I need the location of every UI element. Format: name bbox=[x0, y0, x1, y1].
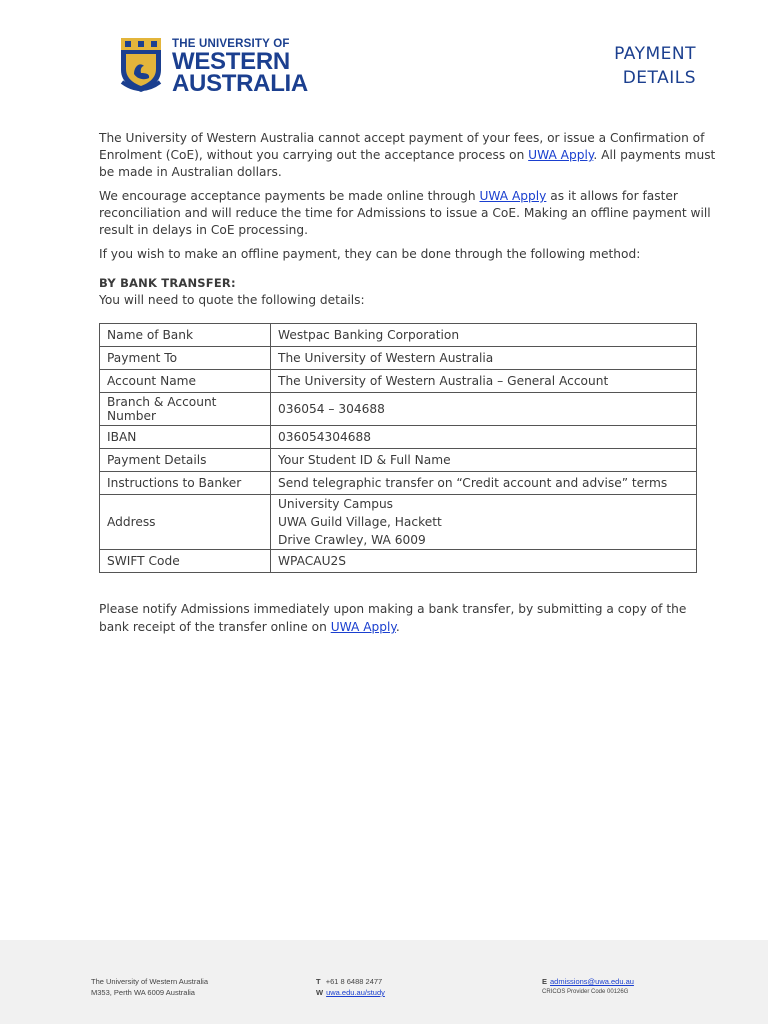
footer-email-block bbox=[542, 976, 634, 998]
phone-number: +61 8 6488 2477 bbox=[325, 977, 383, 986]
table-row bbox=[100, 393, 697, 426]
bank-transfer-heading: BY BANK TRANSFER: bbox=[99, 276, 236, 290]
logo-line2: WESTERN bbox=[172, 48, 290, 75]
table-row bbox=[100, 550, 697, 573]
table-label: Instructions to Banker bbox=[100, 472, 271, 495]
footer-web bbox=[316, 987, 385, 998]
table-row bbox=[100, 370, 697, 393]
table-label: IBAN bbox=[100, 426, 271, 449]
bank-transfer-intro: You will need to quote the following details: bbox=[99, 293, 365, 307]
table-label: Address bbox=[100, 495, 271, 550]
footer bbox=[0, 940, 768, 1024]
p2-text-b: as it allows for faster reconciliation and will reduce the time for Admissions to issue a CoE. Making an offline payment will result in delays in CoE processing. bbox=[99, 189, 711, 237]
table-row bbox=[100, 324, 697, 347]
closing-text-a: Please notify Admissions immediately upon making a bank transfer, by submitting a copy of the bank receipt of the transfer online on bbox=[99, 602, 687, 634]
cricos-code: CRICOS Provider Code 00126G bbox=[542, 989, 629, 995]
table-label: Branch & Account Number bbox=[100, 393, 271, 426]
uwa-apply-link[interactable]: UWA Apply bbox=[330, 620, 396, 634]
logo-line3: AUSTRALIA bbox=[172, 70, 308, 97]
intro-content bbox=[99, 130, 721, 309]
intro-paragraph-3: If you wish to make an offline payment, they can be done through the following method: bbox=[99, 247, 641, 261]
footer-address-line1: The University of Western Australia bbox=[91, 977, 208, 986]
table-value-address bbox=[271, 495, 697, 550]
table-value: 036054 – 304688 bbox=[271, 393, 697, 426]
uwa-logo bbox=[118, 36, 308, 97]
address-line: University Campus bbox=[278, 497, 394, 511]
p2-text-a: We encourage acceptance payments be made online through bbox=[99, 189, 480, 203]
email-link[interactable]: admissions@uwa.edu.au bbox=[550, 977, 634, 986]
table-value: The University of Western Australia bbox=[271, 347, 697, 370]
table-row bbox=[100, 495, 697, 550]
p1-text-a: The University of Western Australia cannot accept payment of your fees, or issue a Confirmation of Enrolment (CoE), without you carrying out the acceptance process on bbox=[99, 131, 705, 162]
address-line: UWA Guild Village, Hackett bbox=[278, 515, 442, 529]
table-label: Payment To bbox=[100, 347, 271, 370]
title-line2: DETAILS bbox=[622, 68, 696, 88]
closing-text-b: . bbox=[395, 620, 400, 634]
p1-text-b: . All payments must be made in Australian dollars. bbox=[99, 148, 716, 179]
footer-address bbox=[91, 976, 208, 998]
footer-address-line2: M353, Perth WA 6009 Australia bbox=[91, 988, 195, 997]
uwa-apply-link[interactable]: UWA Apply bbox=[528, 148, 594, 162]
phone-label: T bbox=[316, 977, 321, 986]
table-value: Your Student ID & Full Name bbox=[271, 449, 697, 472]
logo-line1: THE UNIVERSITY OF bbox=[172, 38, 290, 50]
uwa-crest-icon bbox=[118, 36, 164, 94]
intro-paragraph-2 bbox=[99, 188, 721, 239]
title-line1: PAYMENT bbox=[614, 44, 696, 64]
web-label: W bbox=[316, 988, 324, 997]
table-value: Send telegraphic transfer on “Credit account and advise” terms bbox=[271, 472, 697, 495]
email-label: E bbox=[542, 977, 548, 986]
closing-paragraph bbox=[99, 600, 699, 636]
table-label: Name of Bank bbox=[100, 324, 271, 347]
uwa-wordmark bbox=[172, 38, 308, 95]
table-row bbox=[100, 472, 697, 495]
table-row bbox=[100, 449, 697, 472]
address-line: Drive Crawley, WA 6009 bbox=[278, 533, 426, 547]
table-value: The University of Western Australia – General Account bbox=[271, 370, 697, 393]
table-row bbox=[100, 347, 697, 370]
table-label: Account Name bbox=[100, 370, 271, 393]
table-value: 036054304688 bbox=[271, 426, 697, 449]
table-row bbox=[100, 426, 697, 449]
table-value: Westpac Banking Corporation bbox=[271, 324, 697, 347]
intro-paragraph-1 bbox=[99, 130, 721, 181]
table-value: WPACAU2S bbox=[271, 550, 697, 573]
web-link[interactable]: uwa.edu.au/study bbox=[326, 988, 385, 997]
table-label: Payment Details bbox=[100, 449, 271, 472]
page-title bbox=[614, 42, 696, 90]
uwa-apply-link[interactable]: UWA Apply bbox=[479, 189, 547, 203]
table-label: SWIFT Code bbox=[100, 550, 271, 573]
footer-email bbox=[542, 976, 634, 987]
footer-contact bbox=[316, 976, 385, 998]
bank-details-table bbox=[99, 323, 697, 573]
footer-phone bbox=[316, 976, 385, 987]
